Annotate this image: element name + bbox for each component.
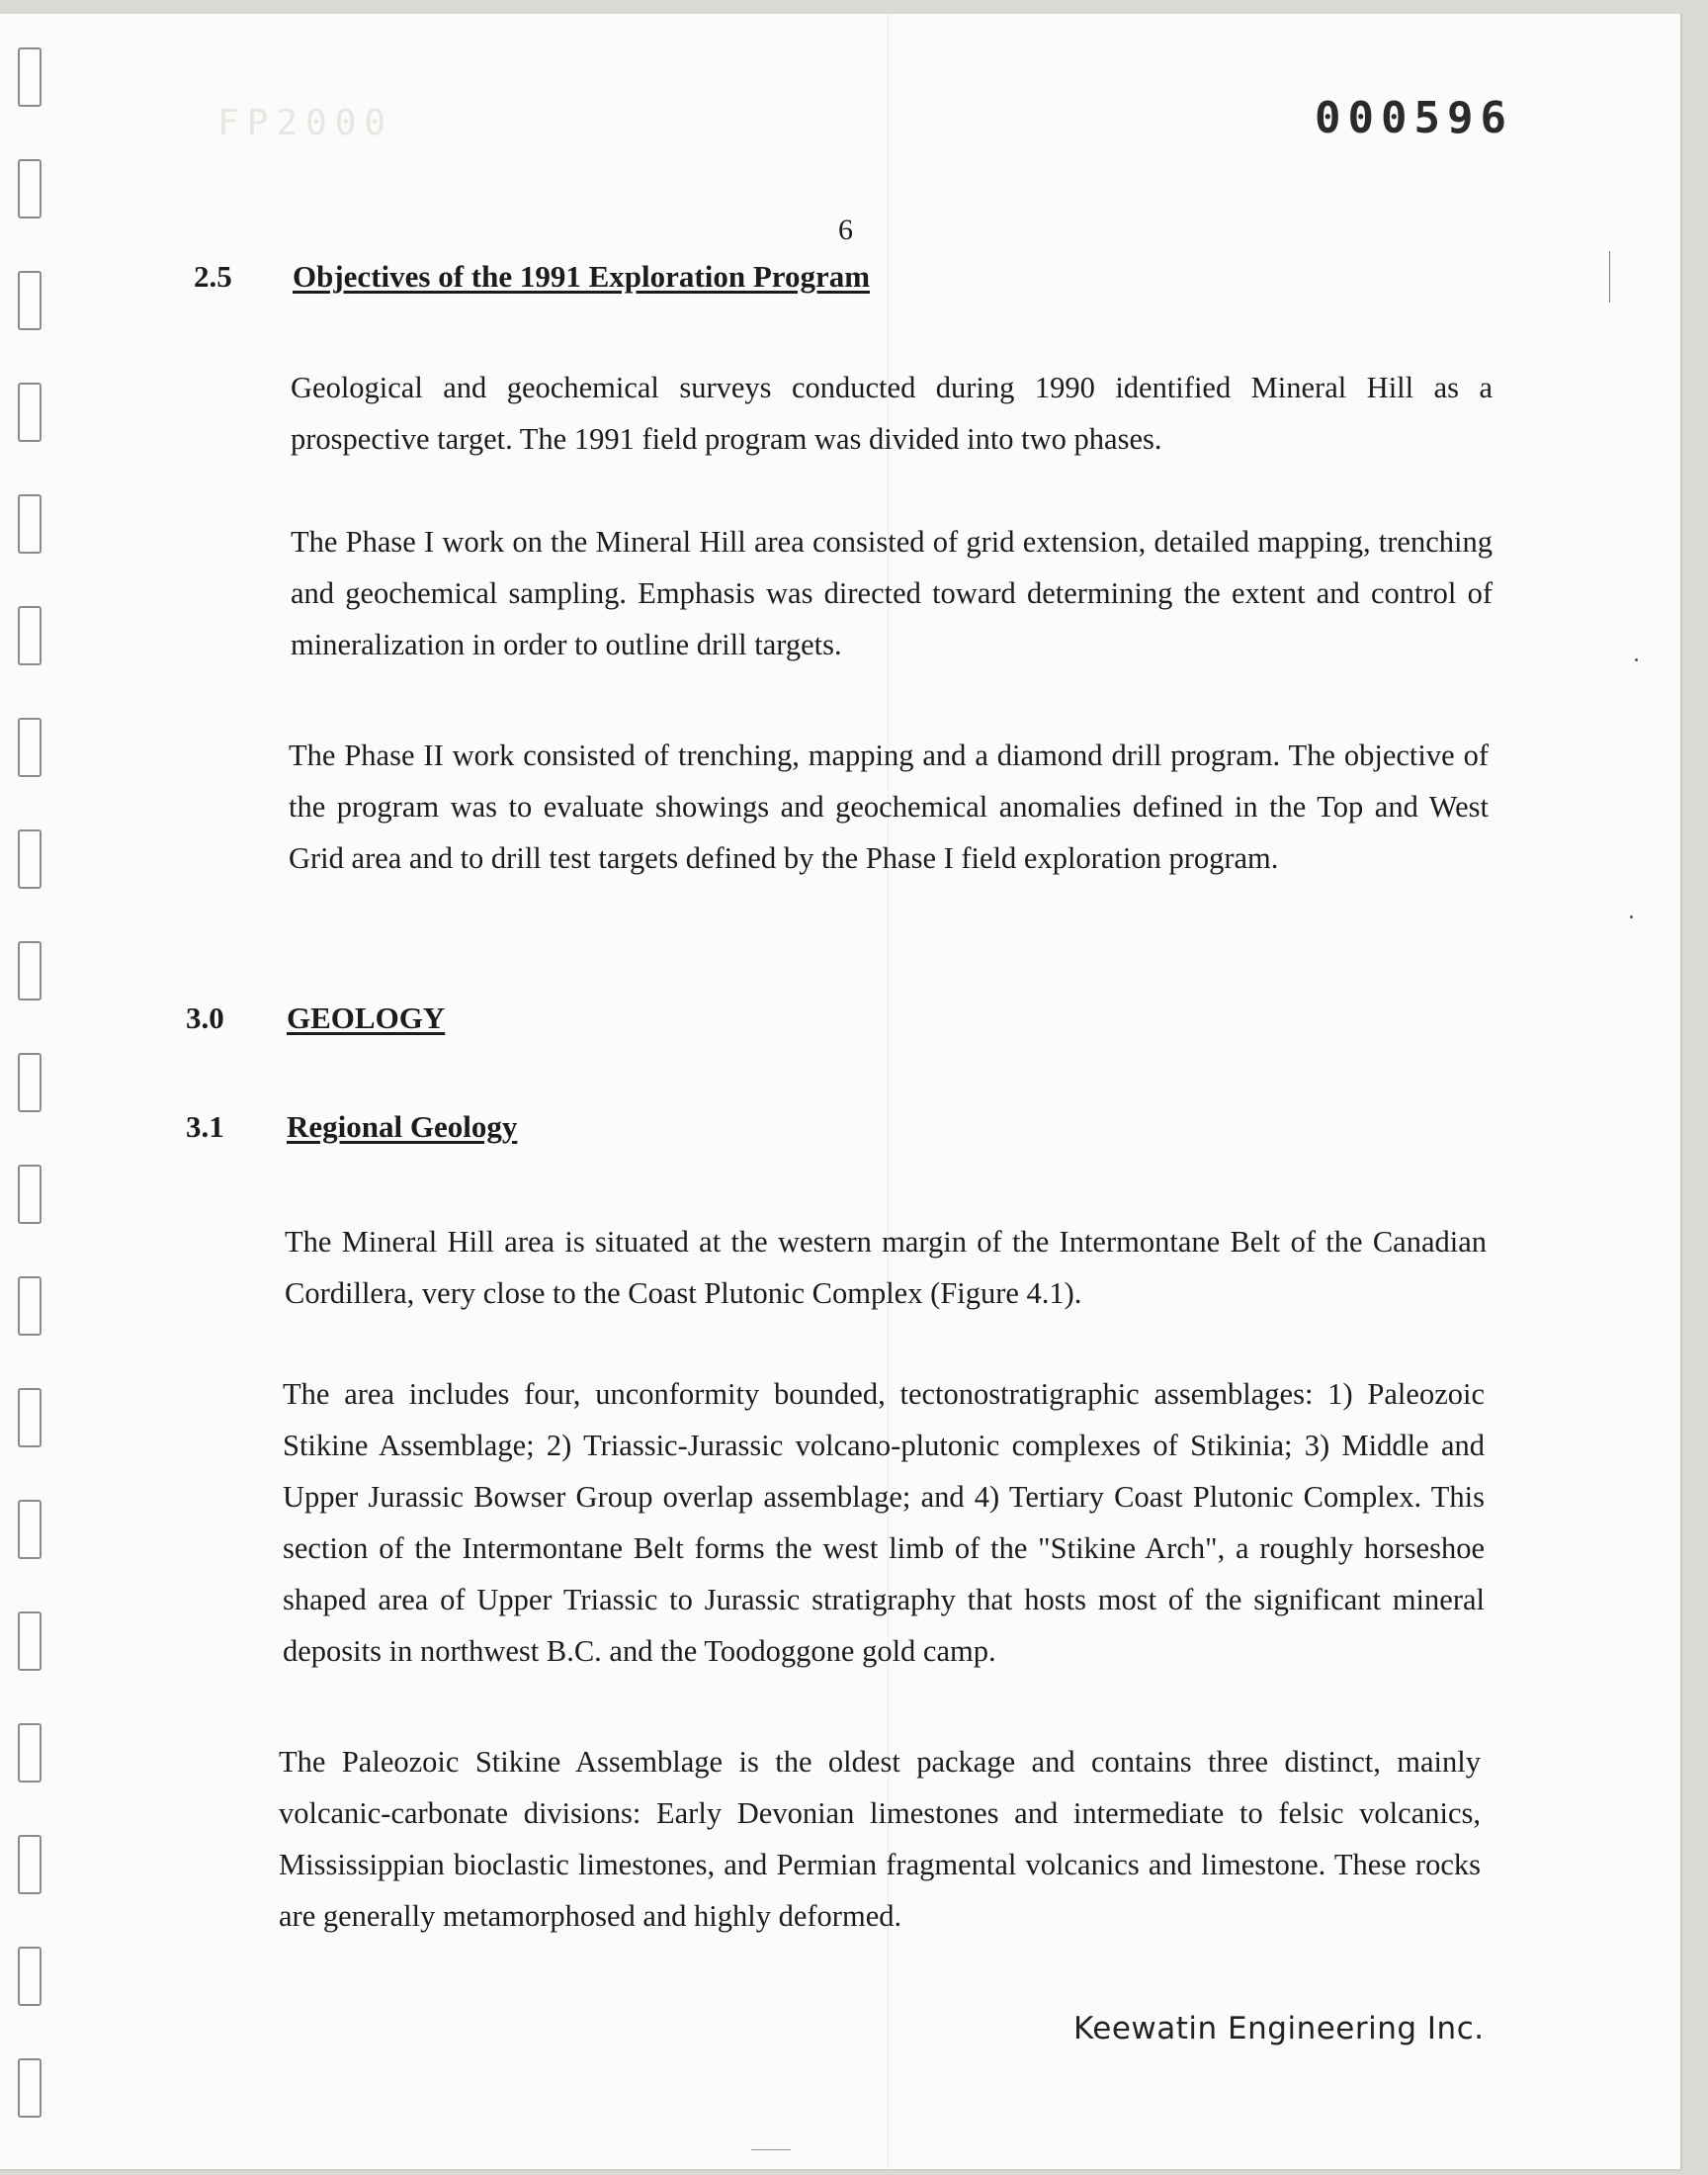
footer-company-name: Keewatin Engineering Inc. — [1073, 2011, 1485, 2046]
paragraph: The Paleozoic Stikine Assemblage is the oldest package and contains three distinct, mainly volcanic-carbonate divisions: Early Devonian limestones and intermediate to felsic volcanics, Mississippian bioclastic limestones, and Permian fragmental volcanics and limestone. These rocks are generally metamorphosed and highly deformed. — [279, 1745, 1481, 1933]
binder-hole — [18, 1500, 42, 1559]
scan-speck — [1630, 915, 1633, 918]
binder-hole — [18, 718, 42, 777]
binder-hole — [18, 494, 42, 554]
binder-hole — [18, 1611, 42, 1671]
binder-hole — [18, 47, 42, 107]
binder-hole — [18, 2058, 42, 2118]
section-number: 3.1 — [186, 1109, 224, 1144]
binder-hole — [18, 1947, 42, 2006]
paragraph: The Phase II work consisted of trenching, mapping and a diamond drill program. The objective of the program was to evaluate showings and geochemical anomalies defined in the Top and West Grid area and to drill test targets defined by the Phase I field exploration program. — [289, 739, 1489, 875]
page-number: 6 — [838, 214, 853, 246]
binder-hole — [18, 941, 42, 1000]
paragraph: Geological and geochemical surveys conducted during 1990 identified Mineral Hill as a prospective target. The 1991 field program was divided into two phases. — [291, 371, 1493, 456]
faint-stamp: FP2000 — [217, 103, 394, 143]
binder-hole — [18, 829, 42, 889]
binder-hole — [18, 1723, 42, 1783]
section-title: Regional Geology — [287, 1109, 518, 1144]
scan-speck — [1635, 658, 1638, 661]
paragraph: The area includes four, unconformity bounded, tectonostratigraphic assemblages: 1) Paleozoic Stikine Assemblage; 2) Triassic-Jurassic volcano-plutonic complexes of Stikinia; 3) Middle and Upper Jurassic Bowser Group overlap assemblage; and 4) Tertiary Coast Plutonic Complex. This section of the Intermontane Belt forms the west limb of the "Stikine Arch", a roughly horseshoe shaped area of Upper Triassic to Jurassic stratigraphy that hosts most of the significant mineral deposits in northwest B.C. and the Toodoggone gold camp. — [283, 1377, 1485, 1668]
scan-mark — [751, 2149, 791, 2150]
binder-hole — [18, 1053, 42, 1112]
binder-hole — [18, 383, 42, 442]
binder-hole — [18, 271, 42, 330]
binder-hole — [18, 606, 42, 665]
binder-hole — [18, 1835, 42, 1894]
paragraph: The Mineral Hill area is situated at the western margin of the Intermontane Belt of the Canadian Cordillera, very close to the Coast Plutonic Complex (Figure 4.1). — [285, 1225, 1487, 1310]
binder-holes — [18, 47, 47, 2124]
section-title: Objectives of the 1991 Exploration Program — [293, 259, 871, 294]
document-page — [0, 14, 1680, 2169]
margin-mark — [1609, 251, 1610, 303]
binder-hole — [18, 1165, 42, 1224]
document-stamp-number: 000596 — [1315, 93, 1513, 143]
section-number: 2.5 — [194, 259, 232, 294]
section-title: GEOLOGY — [287, 1000, 446, 1035]
binder-hole — [18, 1276, 42, 1336]
section-number: 3.0 — [186, 1000, 224, 1035]
binder-hole — [18, 159, 42, 218]
binder-hole — [18, 1388, 42, 1447]
paragraph: The Phase I work on the Mineral Hill area consisted of grid extension, detailed mapping, trenching and geochemical sampling. Emphasis was directed toward determining the extent and control of mineralization in order to outline drill targets. — [291, 525, 1493, 661]
